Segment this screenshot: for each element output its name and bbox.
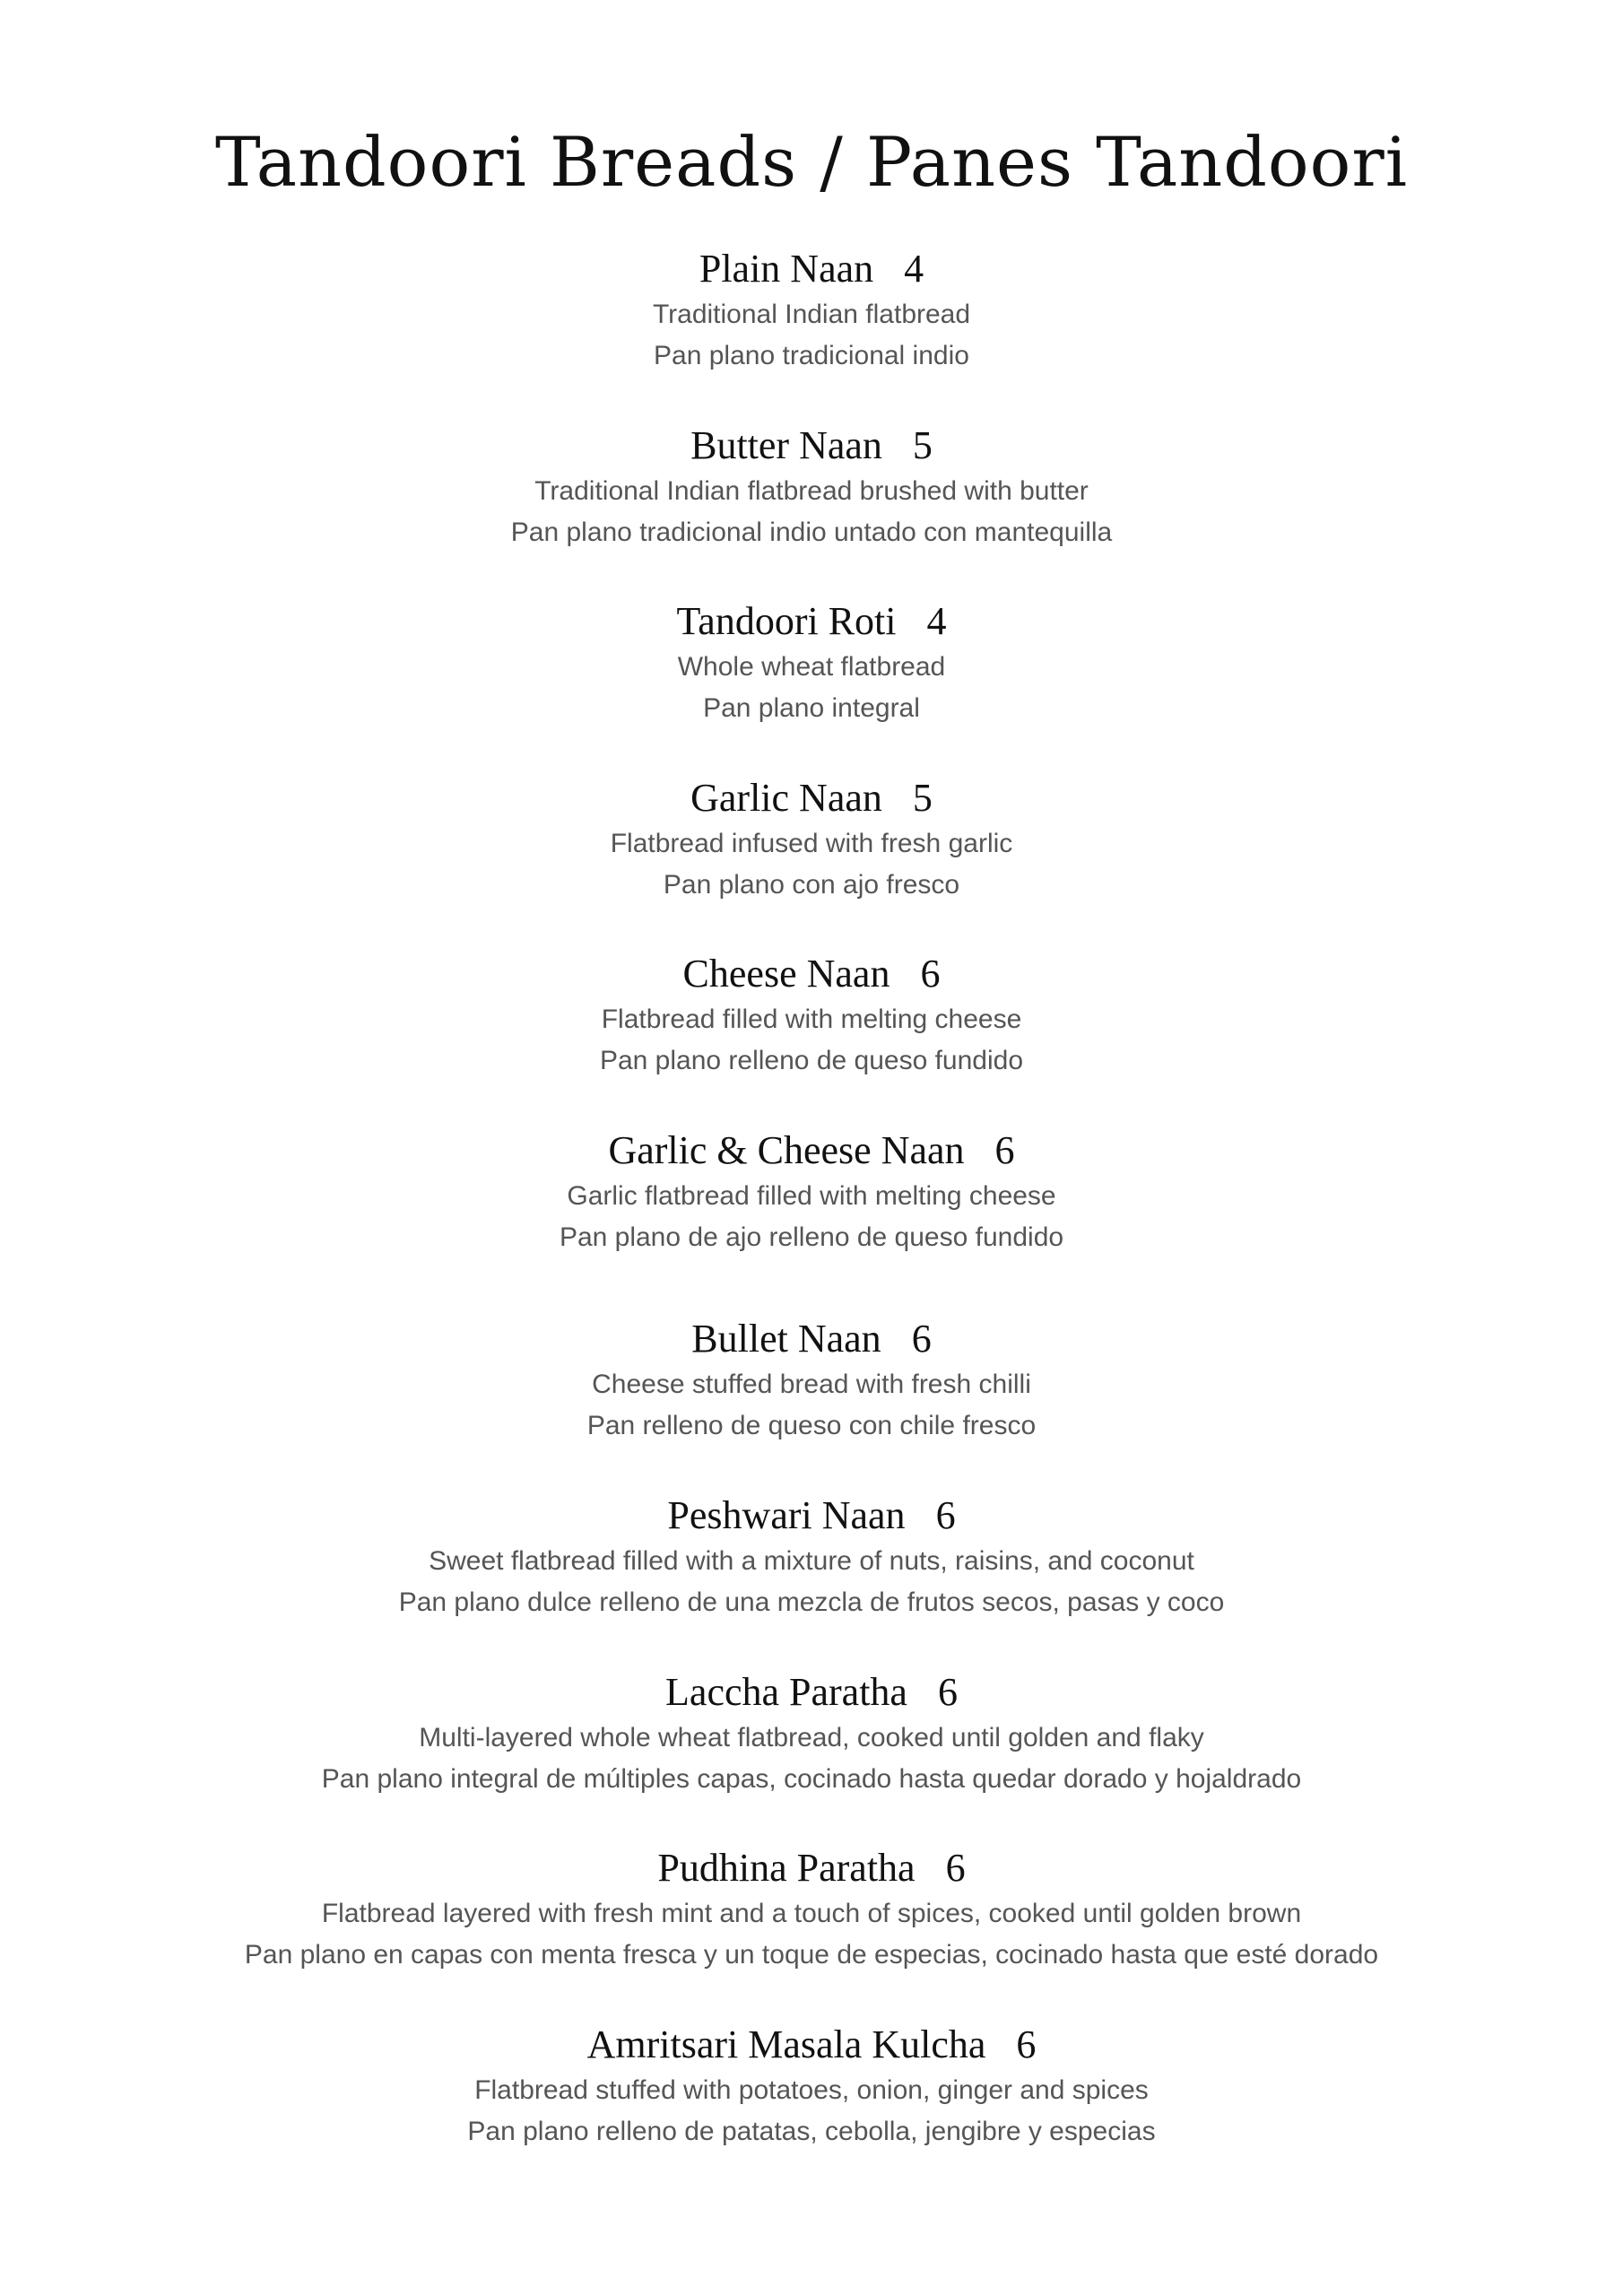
item-description-en: Cheese stuffed bread with fresh chilli <box>592 1370 1031 1399</box>
item-name: Cheese Naan <box>682 952 890 996</box>
item-description <box>0 999 1623 1082</box>
menu-item-garlic-naan <box>0 773 1623 906</box>
item-description-es: Pan plano relleno de queso fundido <box>599 1046 1024 1075</box>
menu-item-peshwari-naan <box>0 1491 1623 1623</box>
item-name: Garlic Naan <box>690 776 882 820</box>
item-description <box>0 2070 1623 2152</box>
item-description-en: Traditional Indian flatbread brushed with butter <box>534 476 1089 506</box>
item-name: Pudhina Paratha <box>657 1846 916 1890</box>
menu-item-bullet-naan <box>0 1314 1623 1447</box>
item-heading <box>0 2020 1623 2070</box>
menu-item-tandoori-roti <box>0 596 1623 729</box>
item-heading <box>0 773 1623 823</box>
item-name: Amritsari Masala Kulcha <box>586 2022 986 2066</box>
item-heading <box>0 421 1623 471</box>
item-description <box>0 1364 1623 1447</box>
item-name: Laccha Paratha <box>665 1670 907 1714</box>
item-heading <box>0 1126 1623 1176</box>
item-description-en: Whole wheat flatbread <box>677 652 946 682</box>
item-heading <box>0 1667 1623 1718</box>
item-description-es: Pan plano tradicional indio untado con mantequilla <box>510 517 1113 547</box>
item-description-es: Pan plano en capas con menta fresca y un toque de especias, cocinado hasta que esté dorado <box>244 1940 1379 1970</box>
item-description-en: Garlic flatbread filled with melting cheese <box>567 1181 1056 1211</box>
item-price: 6 <box>935 1493 956 1537</box>
item-description <box>0 647 1623 729</box>
item-price: 6 <box>994 1128 1015 1172</box>
item-description-en: Flatbread filled with melting cheese <box>601 1004 1022 1034</box>
item-description-es: Pan relleno de queso con chile fresco <box>586 1411 1037 1440</box>
item-description-es: Pan plano de ajo relleno de queso fundido <box>559 1222 1064 1252</box>
item-description <box>0 294 1623 377</box>
item-description <box>0 1718 1623 1800</box>
item-description-es: Pan plano integral de múltiples capas, cocinado hasta quedar dorado y hojaldrado <box>321 1764 1302 1794</box>
menu-item-plain-naan <box>0 244 1623 377</box>
menu-item-cheese-naan <box>0 949 1623 1082</box>
item-description-es: Pan plano integral <box>703 693 920 723</box>
item-description-en: Sweet flatbread filled with a mixture of nuts, raisins, and coconut <box>429 1546 1194 1576</box>
item-heading <box>0 1843 1623 1893</box>
item-price: 6 <box>911 1317 932 1361</box>
item-description-es: Pan plano tradicional indio <box>654 341 969 370</box>
item-description <box>0 1893 1623 1976</box>
item-description-es: Pan plano relleno de patatas, cebolla, jengibre y especias <box>467 2117 1156 2146</box>
item-price: 5 <box>912 423 933 467</box>
item-description <box>0 823 1623 906</box>
item-heading <box>0 244 1623 294</box>
item-description-en: Flatbread stuffed with potatoes, onion, ginger and spices <box>474 2075 1149 2105</box>
menu-item-amritsari-masala-kulcha <box>0 2020 1623 2152</box>
item-price: 6 <box>945 1846 966 1890</box>
item-description-en: Traditional Indian flatbread <box>652 300 971 329</box>
item-heading <box>0 949 1623 999</box>
item-name: Bullet Naan <box>691 1317 881 1361</box>
item-name: Butter Naan <box>690 423 882 467</box>
item-heading <box>0 1491 1623 1541</box>
item-price: 6 <box>920 952 941 996</box>
item-description-en: Flatbread layered with fresh mint and a touch of spices, cooked until golden brown <box>321 1899 1302 1928</box>
item-description-es: Pan plano con ajo fresco <box>663 870 960 900</box>
item-price: 4 <box>926 599 947 643</box>
item-heading <box>0 596 1623 647</box>
item-name: Tandoori Roti <box>676 599 897 643</box>
item-description <box>0 1541 1623 1623</box>
item-description <box>0 1176 1623 1258</box>
item-price: 6 <box>1016 2022 1037 2066</box>
item-heading <box>0 1314 1623 1364</box>
item-description-en: Multi-layered whole wheat flatbread, cooked until golden and flaky <box>419 1723 1204 1752</box>
item-description <box>0 471 1623 553</box>
menu-title: Tandoori Breads / Panes Tandoori <box>214 121 1408 202</box>
item-name: Peshwari Naan <box>667 1493 906 1537</box>
menu-item-butter-naan <box>0 421 1623 553</box>
item-description-es: Pan plano dulce relleno de una mezcla de frutos secos, pasas y coco <box>398 1587 1225 1617</box>
menu-item-pudhina-paratha <box>0 1843 1623 1976</box>
item-price: 4 <box>904 247 924 291</box>
item-price: 6 <box>937 1670 958 1714</box>
item-price: 5 <box>912 776 933 820</box>
menu-item-garlic-cheese-naan <box>0 1126 1623 1258</box>
menu-item-laccha-paratha <box>0 1667 1623 1800</box>
item-name: Plain Naan <box>699 247 874 291</box>
item-name: Garlic & Cheese Naan <box>608 1128 965 1172</box>
item-description-en: Flatbread infused with fresh garlic <box>610 829 1013 858</box>
